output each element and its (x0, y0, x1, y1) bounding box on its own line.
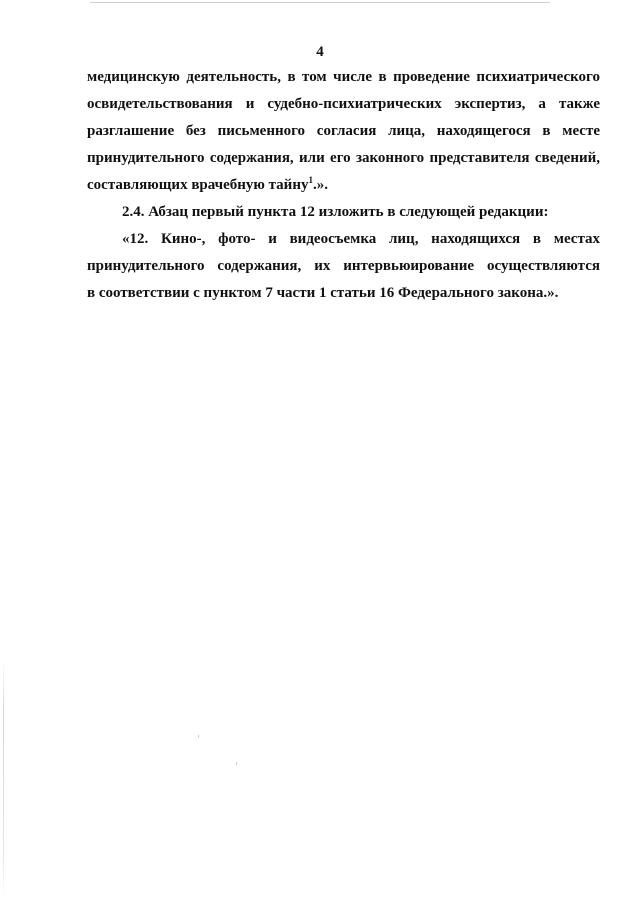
text-line: медицинскую деятельность, в том числе в проведение психиатрического (87, 69, 600, 85)
text-line: «12. Кино-, фото- и видеосъемка лиц, находящихся в местах (122, 231, 600, 247)
text-fragment: .». (312, 177, 328, 193)
text-line: разглашение без письменного согласия лица, находящегося в месте (87, 123, 600, 139)
scan-left-edge (3, 660, 4, 900)
page-number: 4 (316, 44, 324, 60)
scan-top-rule (90, 2, 550, 3)
text-line (87, 172, 600, 199)
paragraph-continuation (87, 64, 600, 199)
scan-speck (236, 762, 237, 765)
document-body (87, 64, 600, 307)
text-fragment: составляющих врачебную тайну (87, 177, 309, 193)
paragraph-new-wording-12 (87, 226, 600, 307)
text-line: в соответствии с пунктом 7 части 1 статьи 16 Федерального закона.». (87, 285, 559, 301)
text-line: принудительного содержания, или его законного представителя сведений, (87, 150, 600, 166)
paragraph-amendment-2-4 (87, 199, 600, 226)
text-line: принудительного содержания, их интервьюирование осуществляются (87, 258, 600, 274)
scan-speck (198, 735, 199, 738)
footnote-marker: 1 (308, 175, 313, 185)
text-line: 2.4. Абзац первый пункта 12 изложить в следующей редакции: (122, 204, 549, 220)
text-line: освидетельствования и судебно-психиатрических экспертиз, а также (87, 96, 600, 112)
